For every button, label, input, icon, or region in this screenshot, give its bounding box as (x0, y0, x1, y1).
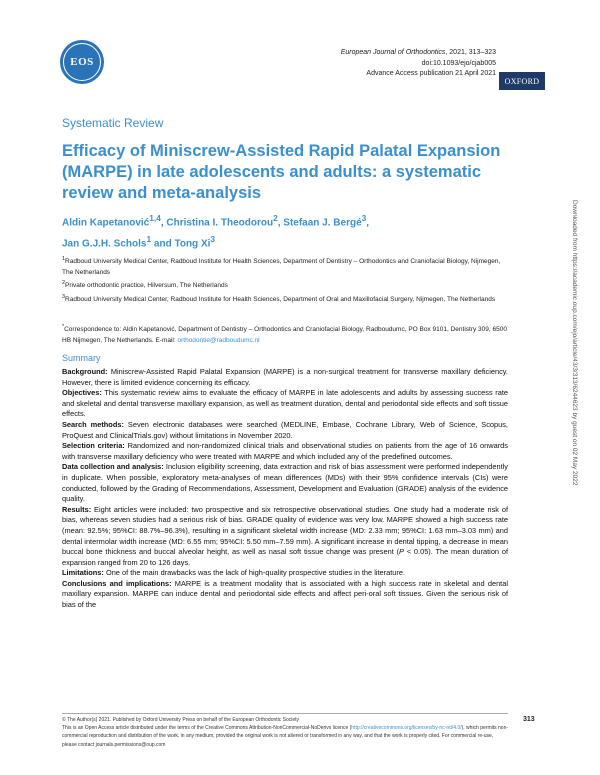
copyright: © The Author(s) 2021. Published by Oxford University Press on behalf of the European Orthodontic Society (62, 717, 300, 723)
journal-citation: , 2021, 313–323 (445, 49, 496, 56)
affiliation: $^1$Radboud University Medical Center, Radboud Institute for Health Sciences, Department of Dentistry – Orthodontics and Craniofacial Biology, Nijmegen, The Netherlands (62, 256, 501, 276)
affiliation: $^3$Radboud University Medical Center, Radboud Institute for Health Sciences, Department of Oral and Maxillofacial Surgery, Nijmegen, The Netherlands (62, 293, 496, 303)
journal-info (341, 48, 496, 80)
eos-logo-icon (60, 40, 104, 84)
footer-divider (62, 713, 508, 714)
download-side-note (568, 200, 578, 620)
summary-paragraph: Data collection and analysis: Inclusion eligibility screening, data extraction and risk of bias assessment were performed independently in duplicate. When possible, exploratory meta-analyses of mean differences (MDs) with their 95% confidence intervals (CIs) were conducted, followed by the Grading of Recommendations, Assessment, Development and Evaluation (GRADE) analysis of the evidence quality. (62, 462, 508, 504)
eos-logo-text: EOS (63, 43, 101, 81)
summary-paragraph: Conclusions and implications: MARPE is a treatment modality that is associated with a high success rate in skeletal and dental maxillary expansion. MARPE can induce dental and periodontal side effects and affect peri-oral soft tissues. Given the serious risk of bias of the (62, 578, 508, 610)
affiliations (62, 254, 508, 305)
journal-name: European Journal of Orthodontics (340, 49, 446, 56)
orcid-mark: 4 (156, 213, 161, 223)
affiliation: $^2$Private orthodontic practice, Hilversum, The Netherlands (62, 280, 228, 290)
summary-body (62, 367, 508, 611)
doi[interactable]: doi:10.1093/ejo/cjab005 (421, 59, 496, 67)
oxford-badge[interactable]: OXFORD (499, 72, 545, 90)
journal-citation-line (341, 48, 496, 59)
author-name[interactable]: Aldin Kapetanović (62, 217, 150, 229)
download-note-text: Downloaded from https://academic.oup.com/ejo/article/43/3/313/6244623 by guest on 02 May 2022 (571, 200, 578, 486)
summary-paragraph: Background: Miniscrew-Assisted Rapid Palatal Expansion (MARPE) is a non-surgical treatment for transverse maxillary deficiency. However, there is limited evidence concerning its efficacy. (62, 367, 508, 387)
license-link[interactable]: http://creativecommons.org/licenses/by-nc-nd/4.0/ (351, 725, 462, 732)
article-title: Efficacy of Miniscrew-Assisted Rapid Palatal Expansion (MARPE) in late adolescents and adults: a systematic review and meta-analysis (62, 142, 501, 202)
summary-paragraph: Limitations: One of the main drawbacks was the lack of high-quality prospective studies in the literature. (62, 568, 406, 578)
license-text: This is an Open Access article distributed under the terms of the Creative Commons Attribution-NonCommercial-NoDerivs licence (http://creativecommons.org/licenses/by-nc-nd/4.0/), which permits non-commercial reproduction and distribution of the work, in any medium, provided the original work is not altered or transformed in any way, and that the work is properly cited. For commercial re-use, please contact journals.permissions@oup.com (62, 725, 509, 748)
author-sup: 3 (361, 213, 367, 223)
author-sup: 1 (146, 234, 152, 245)
author-name[interactable]: Tong Xi (174, 238, 211, 250)
author-sup: 1, (149, 213, 157, 223)
advance-access: Advance Access publication 21 April 2021 (366, 70, 496, 77)
summary-paragraph: Selection criteria: Randomized and non-randomized clinical trials and observational studies on patients from the age of 16 onwards with transverse maxillary deficiency who were treated with MARPE and which included any of the predefined outcomes. (62, 441, 508, 461)
footer-license (62, 716, 508, 749)
author-name[interactable]: Stefaan J. Bergé (283, 217, 362, 229)
author-list: Aldin Kapetanović$^{1,4}$, Christina I. Theodorou$^2$, Stefaan J. Bergé$^3$, Jan G.J.H. Schols$^1$ and Tong Xi$^3$ (62, 213, 370, 250)
author-sup: 2 (273, 213, 278, 223)
author-name[interactable]: Jan G.J.H. Schols (62, 238, 147, 250)
correspondence-email[interactable]: orthodontie@radboudumc.nl (177, 336, 260, 344)
page-number: 313 (523, 716, 535, 723)
author-name[interactable]: Christina I. Theodorou (166, 217, 274, 229)
summary-paragraph: Objectives: This systematic review aims to evaluate the efficacy of MARPE in late adolescents and adults by assessing success rate and skeletal and dental transverse maxillary expansion, as well as treatment duration, dental and periodontal side effects and soft tissue effects. (62, 388, 508, 419)
summary-heading: Summary (62, 353, 101, 363)
section-label: Systematic Review (62, 116, 164, 130)
author-sup: 3 (210, 234, 216, 245)
summary-paragraph: Results: Eight articles were included: two prospective and six retrospective observational studies. One study had a moderate risk of bias, whereas seven studies had a serious risk of bias. GRADE quality of evidence was very low. MARPE showed a high success rate (mean: 92.5%; 95%CI: 88.7%–96.3%), resulting in a significant skeletal width increase (MD: 2.33 mm; 95%CI: 1.63 mm–3.03 mm) and dental intermolar width increase (MD: 6.55 mm; 95%CI: 5.50 mm–7.59 mm). A significant increase in dental tipping, a decrease in mean buccal bone thickness and buccal alveolar height, as well as nasal soft tissue change was present (P < 0.05). The mean duration of expansion ranged from 20 to 126 days. (62, 504, 509, 567)
summary-paragraph: Search methods: Seven electronic databases were searched (MEDLINE, Embase, Cochrane Library, Web of Science, Scopus, ProQuest and ClinicalTrials.gov) without limitations in November 2020. (62, 419, 508, 440)
correspondence: *Correspondence to: Aldin Kapetanović, Department of Dentistry – Orthodontics and Craniofacial Biology, Radboudumc, PO Box 9101, Dentistry 309, 6500 HB Nijmegen, The Netherlands. E-mail: orthodontie@radboudumc.nl (62, 324, 507, 344)
